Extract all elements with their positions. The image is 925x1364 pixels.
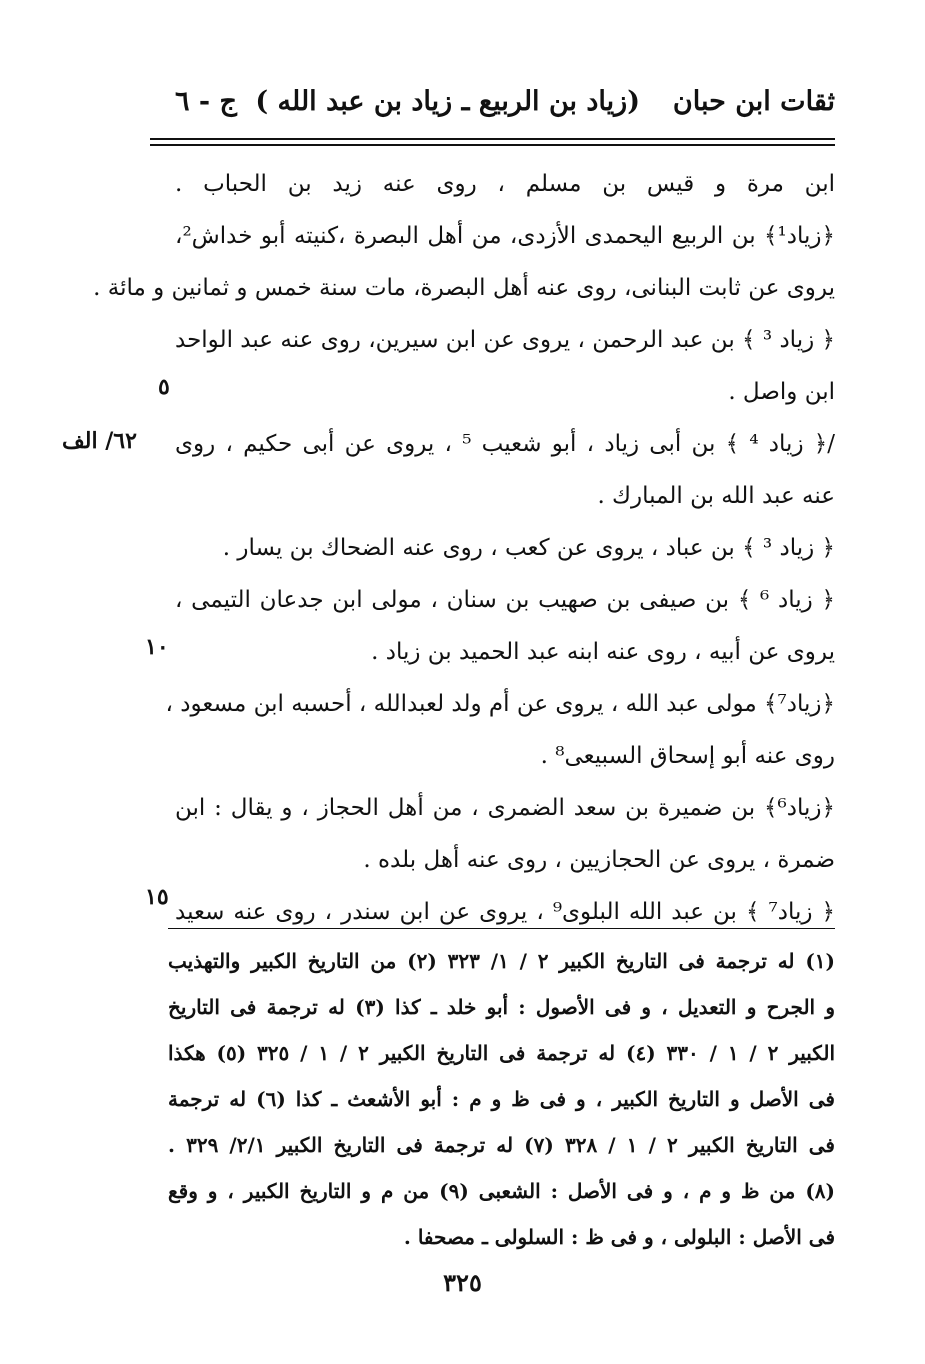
text-line: يروى عن أبيه ، روى عنه ابنه عبد الحميد بن زياد .: [371, 639, 835, 665]
text-line: ضمرة ، يروى عن الحجازيين ، روى عنه أهل بلده .: [363, 847, 835, 873]
text-line: /﴿ زياد ⁴ ﴾ بن أبى زياد ، أبو شعيب ⁵ ، يروى عن أبى حكيم ، روى: [175, 431, 835, 457]
footnotes: [168, 938, 835, 1260]
text-line: ﴿ زياد ³ ﴾ بن عباد ، يروى عن كعب ، روى عنه الضحاك بن يسار .: [222, 535, 835, 561]
text-line: ابن مرة و قيس بن مسلم ، روى عنه زيد بن الحباب .: [175, 171, 835, 197]
folio-marker: ٦٢/ الف: [62, 428, 137, 454]
footnote-line: الكبير ٢ / ١ / ٣٣٠ (٤) له ترجمة فى التاريخ الكبير ٢ / ١ / ٣٢٥ (٥) هكذا: [168, 1041, 836, 1065]
text-line: ﴿ زياد ⁶ ﴾ بن صيفى بن صهيب بن سنان ، مولى ابن جدعان التيمى ،: [175, 587, 835, 613]
header-rule-thick: [150, 144, 835, 146]
text-line: يروى عن ثابت البنانى، روى عنه أهل البصرة، مات سنة خمس و ثمانين و مائة .: [93, 275, 835, 301]
text-line: عنه عبد الله بن المبارك .: [597, 483, 835, 509]
footnote-line: (١) له ترجمة فى التاريخ الكبير ٢ / ١/ ٣٢٣ (٢) من التاريخ الكبير والتهذيب: [168, 949, 835, 973]
footnote-line: فى الأصل و التاريخ الكبير ، و فى ظ و م : أبو الأشعث ـ كذا (٦) له ترجمة: [168, 1087, 835, 1111]
footnote-line: و الجرح و التعديل ، و فى الأصول : أبو خلد ـ كذا (٣) له ترجمة فى التاريخ: [168, 995, 835, 1019]
footnote-line: (٨) من ظ و م ، و فى الأصل : الشعبى (٩) من م و التاريخ الكبير ، و وقع: [168, 1179, 835, 1203]
section-range: (زياد بن الربيع ـ زياد بن عبد الله ): [255, 86, 640, 117]
volume-label: ج - ٦: [175, 86, 237, 117]
text-line: ﴿زياد⁶﴾ بن ضميرة بن سعد الضمرى ، من أهل الحجاز ، و يقال : ابن: [175, 795, 835, 821]
text-line: ﴿زياد¹﴾ بن الربيع اليحمدى الأزدى، من أهل البصرة ،كنيته أبو خداش²،: [175, 223, 835, 249]
footnote-line: فى الأصل : البلولى ، و فى ظ : السلولى ـ مصحفا .: [403, 1225, 835, 1249]
header-rule-thin: [150, 138, 835, 140]
line-number-5: ٥: [158, 374, 170, 400]
text-line: ﴿ زياد⁷ ﴾ بن عبد الله البلوى⁹ ، يروى عن ابن سندر ، روى عنه سعيد: [175, 899, 835, 925]
text-line: ﴿زياد⁷﴾ مولى عبد الله ، يروى عن أم ولد لعبدالله ، أحسبه ابن مسعود ،: [165, 691, 835, 717]
text-line: ابن واصل .: [728, 379, 835, 405]
text-line: روى عنه أبو إسحاق السبيعى⁸ .: [540, 743, 835, 769]
book-title: ثقات ابن حبان: [672, 86, 835, 117]
footnote-line: فى التاريخ الكبير ٢ / ١ / ٣٢٨ (٧) له ترجمة فى التاريخ الكبير ٢/١/ ٣٢٩ .: [168, 1133, 835, 1157]
line-number-10: ١٠: [145, 634, 169, 660]
page-number: ٣٢٥: [443, 1268, 482, 1297]
footnote-separator: [168, 928, 835, 929]
text-line: ﴿ زياد ³ ﴾ بن عبد الرحمن ، يروى عن ابن سيرين، روى عنه عبد الواحد: [175, 327, 836, 353]
running-header: [150, 86, 835, 136]
line-number-15: ١٥: [145, 884, 169, 910]
